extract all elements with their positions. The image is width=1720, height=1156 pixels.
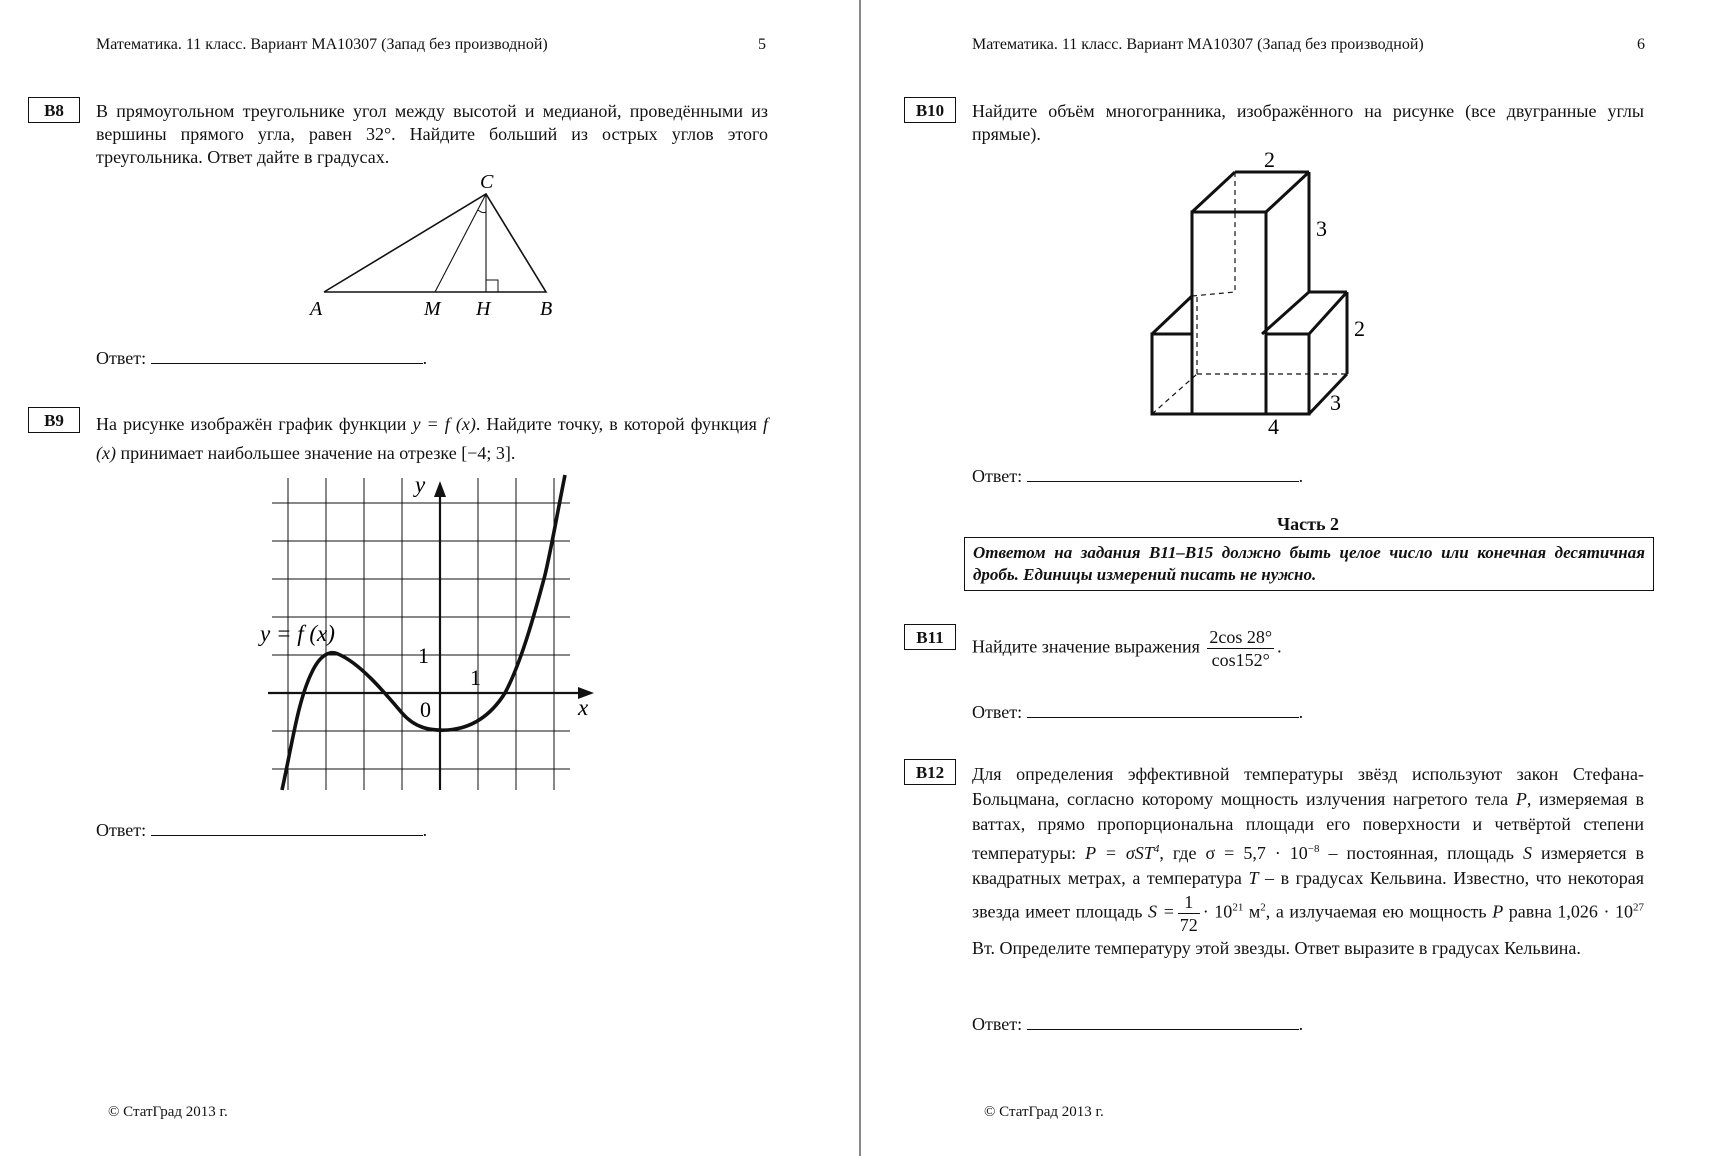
b12-formula [1085, 843, 1159, 863]
answer-line-b8[interactable]: Ответ: . [96, 348, 428, 368]
b12-area-den: 72 [1179, 915, 1198, 935]
y-unit-label: 1 [418, 643, 429, 668]
label-c: C [480, 171, 494, 193]
answer-label: Ответ: [96, 348, 147, 368]
y-axis-arrow [434, 481, 446, 497]
b12-sigma-base: σ = 5,7 · 10 [1205, 843, 1308, 863]
b9-text-2: . Найдите точку, в которой функция [475, 414, 757, 434]
b12-line4: измеряется в квадратных метрах, а температура [972, 843, 1645, 888]
b11-numerator: 2cos 28° [1209, 627, 1273, 647]
label-b: B [540, 298, 553, 320]
copyright: © СтатГрад 2013 г. [108, 1104, 228, 1120]
page-header: Математика. 11 класс. Вариант МА10307 (Запад без производной) [96, 36, 548, 53]
label-a: A [310, 298, 323, 320]
b12-area-num: 1 [1178, 891, 1200, 914]
dim-right: 2 [1354, 316, 1365, 341]
y-label: y [415, 472, 426, 497]
b12-line2: , измеряемая в ваттах, прямо пропорциональна площади его поверхности и четвёртой степени температуры: [972, 789, 1644, 863]
dim-depth: 3 [1330, 390, 1341, 415]
b11-fraction [1207, 626, 1274, 671]
b12-area-mult: · 10 [1202, 901, 1233, 922]
task-tag-b12: B12 [904, 759, 956, 785]
x-label: x [578, 695, 589, 720]
answer-line-b10[interactable]: Ответ: . [972, 466, 1304, 486]
left-page [0, 0, 858, 1156]
b12-p: P [1515, 789, 1527, 809]
dim-tall: 3 [1316, 216, 1327, 241]
curve-label: y = f (x) [260, 621, 335, 646]
answer-blank[interactable] [1027, 1015, 1299, 1030]
task-b11-text: Найдите значение выражения $\frac{2\cos 28^\circ}{\cos 152^\circ}$ . [972, 627, 1282, 670]
answer-line-b9[interactable]: Ответ: . [96, 820, 428, 840]
b11-denominator: cos152° [1211, 650, 1270, 670]
function-graph [0, 0, 858, 1156]
task-tag-b10: B10 [904, 97, 956, 123]
page-divider [859, 0, 861, 1156]
b12-area-fraction [1178, 891, 1200, 936]
b12-line1: Для определения эффективной температуры звёзд используют закон Стефана-Больцмана, согласно которому мощность излучения нагретого тела [972, 764, 1644, 809]
b11-text: Найдите значение выражения [972, 636, 1200, 657]
answer-blank[interactable] [1027, 703, 1299, 718]
answer-blank[interactable] [1027, 467, 1299, 482]
answer-line-b12[interactable]: Ответ: . [972, 1014, 1304, 1034]
b9-text-1: На рисунке изображён график функции [96, 414, 407, 434]
answer-label: Ответ: [96, 820, 147, 840]
b12-area-unit-exp: 2 [1260, 901, 1266, 914]
answer-blank[interactable] [151, 821, 423, 836]
copyright: © СтатГрад 2013 г. [984, 1104, 1104, 1120]
task-b12-text: Для определения эффективной температуры звёзд используют закон Стефана-Больцмана, согласно которому мощность излучения нагретого тела P, измеряемая в ваттах, прямо пропорциональна площади его поверхности и четвёртой степени температуры: P = σST$^4$, где $\sigma = 5,7 \cdot 10^{-8}$ – постоянная, площадь S измеряется в квадратных метрах, а температура T – в градусах Кельвина. Известно, что некоторая звезда имеет площадь S = $\frac{1}{72}$ · $10^{21}$ $м^2$, а излучаемая ею мощность P равна $1,026 \cdot 10^{27}$ Вт. Определите температуру этой звезды. Ответ выразите в градусах Кельвина. [972, 764, 1645, 958]
page-number: 6 [1637, 36, 1645, 53]
b12-sigma-exp: −8 [1307, 843, 1320, 855]
b12-s: S [1523, 843, 1533, 863]
label-m: M [424, 298, 441, 320]
b9-func: y = f (x) [412, 414, 476, 434]
b12-area-lhs: S = [1148, 901, 1175, 922]
task-tag-b11: B11 [904, 624, 956, 650]
b12-line7: Вт. Определите температуру этой звезды. Ответ выразите в градусах Кельвина. [972, 938, 1581, 958]
answer-label: Ответ: [972, 466, 1023, 486]
b12-power-exp: 27 [1633, 901, 1645, 914]
origin-label: 0 [420, 697, 431, 722]
b12-area-exp: 21 [1232, 901, 1244, 914]
part2-note: Ответом на задания B11–B15 должно быть целое число или конечная десятичная дробь. Единицы измерений писать не нужно. [964, 537, 1654, 591]
b12-sigma [1205, 843, 1319, 863]
x-unit-label: 1 [470, 665, 481, 690]
b12-p2: P [1492, 901, 1504, 922]
task-b8-text: В прямоугольном треугольнике угол между высотой и медианой, проведёнными из вершины прямого угла, равен 32°. Найдите больший из острых углов этого треугольника. Ответ дайте в градусах. [96, 101, 768, 167]
right-page [862, 0, 1720, 1156]
b12-line6: а излучаемая ею мощность [1275, 901, 1487, 922]
dim-top: 2 [1264, 147, 1275, 172]
b9-text-3: принимает наибольшее значение на отрезке [−4; 3]. [120, 443, 516, 463]
answer-label: Ответ: [972, 1014, 1023, 1034]
answer-line-b11[interactable]: Ответ: . [972, 702, 1304, 722]
part2-title: Часть 2 [1276, 514, 1340, 534]
b12-formula-base: P = σST [1085, 843, 1154, 863]
b12-t: T [1248, 868, 1259, 888]
b9-func2: f (x) [96, 414, 769, 463]
b12-line5: – в градусах Кельвина. Известно, что некоторая звезда имеет площадь [972, 868, 1645, 922]
b12-formula-exp: 4 [1153, 843, 1160, 855]
task-b10-text: Найдите объём многогранника, изображённого на рисунке (все двугранные углы прямые). [972, 101, 1644, 144]
answer-label: Ответ: [972, 702, 1023, 722]
b12-power: равна 1,026 · 10 [1508, 901, 1634, 922]
polyhedron-visible-edges [1152, 172, 1347, 414]
b12-line3: – постоянная, площадь [1328, 843, 1515, 863]
b12-where: , где [1159, 843, 1197, 863]
b12-area-unit: м [1248, 901, 1261, 922]
label-h: H [476, 298, 491, 320]
task-tag-b8: B8 [28, 97, 80, 123]
page-number: 5 [758, 36, 766, 53]
dim-bottom: 4 [1268, 414, 1279, 439]
task-tag-b9: B9 [28, 407, 80, 433]
page-header: Математика. 11 класс. Вариант МА10307 (Запад без производной) [972, 36, 1424, 53]
